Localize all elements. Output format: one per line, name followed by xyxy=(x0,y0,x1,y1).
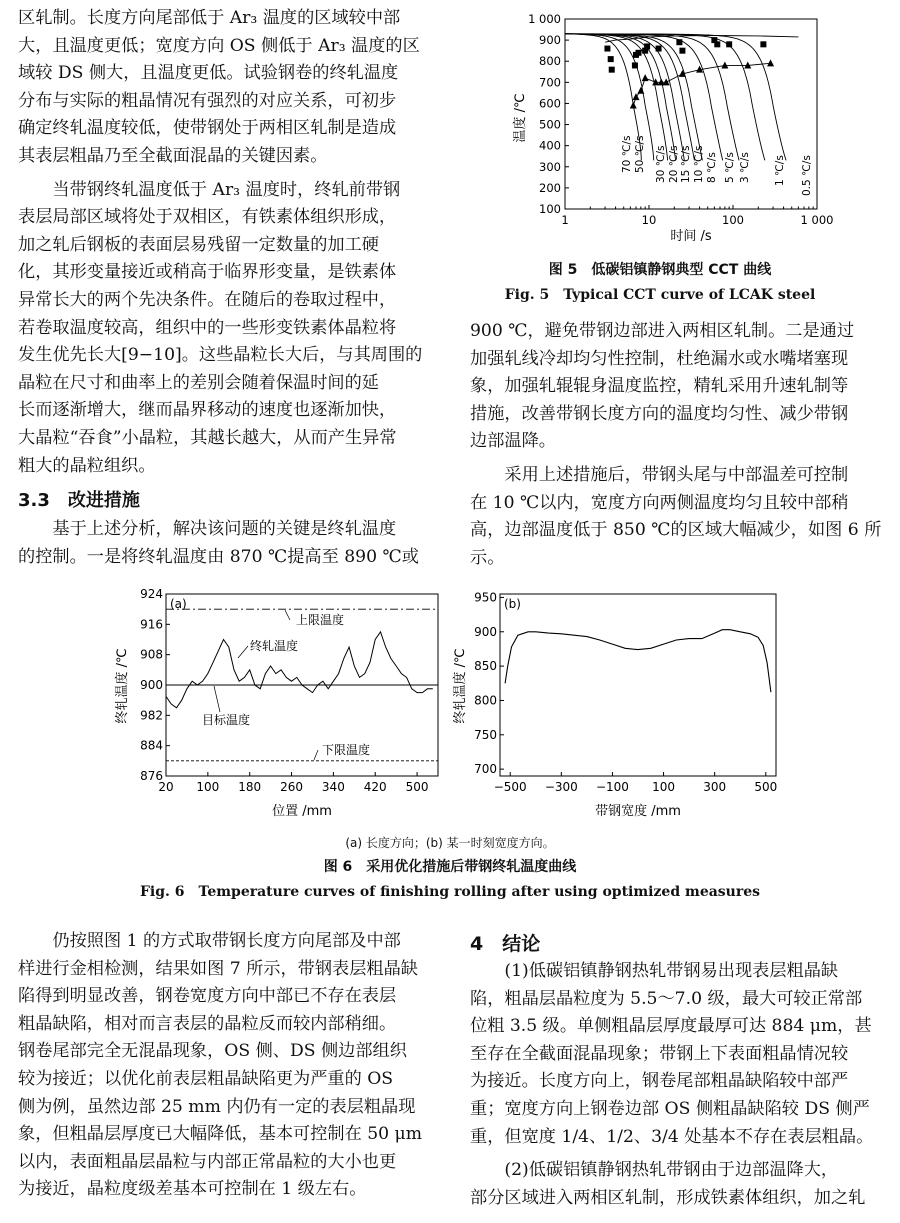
fig5-y-axis-label: 温度 /℃ xyxy=(513,93,528,143)
text-line: 晶粒在尺寸和曲率上的差别会随着保温时间的延 xyxy=(18,372,379,393)
text-line: 粗大的晶粒组织。 xyxy=(18,455,156,476)
section-heading-4: 4 结论 xyxy=(470,933,541,955)
text-line: 在 10 ℃以内，宽度方向两侧温度均匀且较中部稍 xyxy=(470,492,849,513)
fig6a-panel-label: (a) xyxy=(170,597,187,611)
text-line: 确定终轧温度较低，使带钢处于两相区轧制是造成 xyxy=(18,118,397,139)
fig5-series-label: 3 ℃/s xyxy=(739,152,751,183)
text-line: 侧为例，虽然边部 25 mm 内仍有一定的表层粗晶现 xyxy=(18,1096,416,1117)
fig5-x-tick-label: 100 xyxy=(722,213,744,227)
fig5-start-marker xyxy=(676,39,682,45)
text-line: 长而逐渐增大，继而晶界移动的速度也逐渐加快， xyxy=(18,400,397,421)
fig5-y-tick-label: 600 xyxy=(539,96,561,111)
fig5-y-tick-label: 200 xyxy=(539,180,561,195)
para-conclusion-1 xyxy=(470,958,884,1151)
fig5-x-axis-label: 时间 /s xyxy=(670,229,712,244)
fig6a-x-tick-label: 260 xyxy=(280,780,303,794)
text-line: 重；宽度方向上钢卷边部 OS 侧粗晶缺陷较 DS 侧严 xyxy=(470,1098,870,1119)
text-line: 域较 DS 侧大，且温度更低。试验钢卷的终轧温度 xyxy=(18,63,399,84)
para-right-1 xyxy=(470,318,884,456)
fig6a-x-tick-label: 340 xyxy=(321,780,345,794)
right-top-text xyxy=(470,318,884,572)
fig5-y-tick-label: 700 xyxy=(539,75,561,90)
para-conclusion-2 xyxy=(470,1157,884,1212)
text-line: (2)低碳铝镇静钢热轧带钢由于边部温降大， xyxy=(504,1160,839,1181)
fig6b-x-tick-label: 500 xyxy=(754,780,778,794)
fig6a-y-tick-label: 916 xyxy=(140,617,163,632)
fig6a-y-tick-label: 908 xyxy=(140,647,163,662)
text-line: 象，加强轧辊辊身温度监控，精轧采用升速轧制等 xyxy=(470,376,849,397)
text-line: 陷，粗晶层晶粒度为 5.5～7.0 级，最大可较正常部 xyxy=(470,988,863,1009)
fig6b-y-tick-label: 850 xyxy=(474,659,497,674)
right-bottom-text xyxy=(470,958,884,1212)
fig5-x-tick-label: 1 xyxy=(561,213,569,227)
fig6b-x-tick-label: 300 xyxy=(703,780,727,794)
fig5-series-label: 50 ℃/s xyxy=(634,135,646,173)
fig5-y-tick-label: 1 000 xyxy=(528,12,561,26)
fig6b-x-tick-label: −500 xyxy=(493,780,527,794)
text-line: 高，边部温度低于 850 ℃的区域大幅减少，如图 6 所 xyxy=(470,520,882,541)
fig6a-x-tick-label: 420 xyxy=(363,780,387,794)
fig6b-x-tick-label: −300 xyxy=(544,780,578,794)
text-line: 基于上述分析，解决该问题的关键是终轧温度 xyxy=(52,519,397,539)
fig5-series-label: 5 ℃/s xyxy=(724,152,736,183)
text-line: 加强轧线冷却均匀性控制，杜绝漏水或水嘴堵塞现 xyxy=(470,348,849,369)
text-line: 较为接近；以优化前表层粗晶缺陷更为严重的 OS xyxy=(18,1068,394,1089)
text-line: 为接近。长度方向上，钢卷尾部粗晶缺陷较中部严 xyxy=(470,1071,849,1092)
fig6b-width-temp-line xyxy=(505,630,771,693)
fig6b-panel-label: (b) xyxy=(504,597,521,611)
fig5-series-label: 70 ℃/s xyxy=(621,135,633,173)
fig5-chart xyxy=(480,8,840,248)
fig6a-y-tick-label: 884 xyxy=(140,738,163,753)
text-line: 部分区域进入两相区轧制，形成铁素体组织，加之轧 xyxy=(470,1187,866,1208)
fig6b-x-tick-label: 100 xyxy=(652,780,676,794)
fig5-start-marker xyxy=(679,48,685,54)
fig5-series-label: 30 ℃/s xyxy=(655,145,667,183)
fig5-start-marker xyxy=(608,56,614,62)
fig5-caption-en: Fig. 5 Typical CCT curve of LCAK steel xyxy=(504,287,816,303)
text-line: 示。 xyxy=(470,547,505,568)
text-line: 象，但粗晶层厚度已大幅降低，基本可控制在 50 μm xyxy=(18,1124,423,1145)
fig5-start-marker xyxy=(609,67,615,73)
fig6-caption-en: Fig. 6 Temperature curves of finishing rolling after using optimized measures xyxy=(139,884,761,900)
text-line: 钢卷尾部完全无混晶现象，OS 侧、DS 侧边部组织 xyxy=(18,1041,407,1062)
fig5-start-marker xyxy=(632,62,638,68)
fig6a-leader-lower xyxy=(314,750,318,760)
left-bottom-text xyxy=(18,928,434,1204)
fig6b-chart xyxy=(450,586,790,826)
fig5-start-marker xyxy=(644,43,650,49)
text-line: 位粗 3.5 级。单侧粗晶层厚度最厚可达 884 μm，甚 xyxy=(470,1016,872,1037)
text-line: 的控制。一是将终轧温度由 870 ℃提高至 890 ℃或 xyxy=(18,546,419,567)
text-line: 仍按照图 1 的方式取带钢长度方向尾部及中部 xyxy=(52,931,401,951)
text-line: 区轧制。长度方向尾部低于 Ar₃ 温度的区域较中部 xyxy=(18,8,401,28)
fig6a-final-temp-line xyxy=(166,632,433,708)
text-line: 发生优先长大[9−10]。这些晶粒长大后，与其周围的 xyxy=(18,345,423,366)
text-line: 样进行金相检测，结果如图 7 所示，带钢表层粗晶缺 xyxy=(18,958,418,979)
text-line: 加之轧后钢板的表面层易残留一定数量的加工硬 xyxy=(18,234,379,255)
text-line: 以内，表面粗晶层晶粒与内部正常晶粒的大小也更 xyxy=(18,1151,397,1172)
fig5-y-tick-label: 300 xyxy=(539,159,561,174)
fig5-start-marker xyxy=(656,46,662,52)
fig5-x-tick-label: 10 xyxy=(641,213,657,227)
text-line: 大，且温度更低；宽度方向 OS 侧低于 Ar₃ 温度的区 xyxy=(18,35,420,56)
fig5-cooling-curve xyxy=(565,34,668,161)
fig5-start-marker xyxy=(636,50,642,56)
text-line: 900 ℃，避免带钢边部进入两相区轧制。二是通过 xyxy=(470,321,855,341)
fig6a-y-axis-label: 终轧温度 /℃ xyxy=(115,648,130,724)
fig5-series-label: 0.5 ℃/s xyxy=(801,155,813,196)
text-line: 边部温降。 xyxy=(470,431,556,452)
fig5-series-label: 15 ℃/s xyxy=(680,145,692,183)
text-line: 重，但宽度 1/4、1/2、3/4 处基本不存在表层粗晶。 xyxy=(470,1126,874,1147)
fig5-y-tick-label: 800 xyxy=(539,54,561,69)
fig6a-leader-target xyxy=(214,686,220,712)
fig6a-label-lower: 下限温度 xyxy=(322,743,371,757)
fig6a-chart xyxy=(110,586,450,826)
fig6-caption-cn: 图 6 采用优化措施后带钢终轧温度曲线 xyxy=(323,859,577,875)
fig5-y-tick-label: 100 xyxy=(539,202,561,216)
section-heading-3-3: 3.3 改进措施 xyxy=(18,490,140,511)
fig5-series-label: 8 ℃/s xyxy=(706,152,718,183)
fig6b-y-tick-label: 950 xyxy=(474,590,497,605)
text-line: 陷得到明显改善，钢卷宽度方向中部已不存在表层 xyxy=(18,986,397,1007)
fig5-start-marker xyxy=(714,41,720,47)
para-right-2 xyxy=(470,462,884,572)
text-line: 粗晶缺陷，相对而言表层的晶粒反而较内部稍细。 xyxy=(18,1013,397,1034)
fig5-y-tick-label: 400 xyxy=(539,138,561,153)
fig6a-leader-final xyxy=(238,646,248,658)
fig6b-y-tick-label: 900 xyxy=(474,624,497,639)
fig6a-y-tick-label: 900 xyxy=(140,678,163,692)
text-line: (1)低碳铝镇静钢热轧带钢易出现表层粗晶缺 xyxy=(504,961,839,981)
fig6a-leader-upper xyxy=(285,610,290,620)
fig5-series-label: 10 ℃/s xyxy=(693,145,705,183)
fig6a-x-tick-label: 20 xyxy=(158,780,174,794)
text-line: 分布与实际的粗晶情况有强烈的对应关系，可初步 xyxy=(18,90,397,111)
fig6-subcaption: (a) 长度方向；(b) 某一时刻宽度方向。 xyxy=(345,836,555,850)
fig6b-y-tick-label: 700 xyxy=(474,762,497,777)
fig5-y-tick-label: 900 xyxy=(539,33,561,48)
fig6b-x-tick-label: −100 xyxy=(595,780,629,794)
para-left-3 xyxy=(18,516,434,571)
fig6a-label-target: 目标温度 xyxy=(202,713,251,727)
fig5-y-tick-label: 500 xyxy=(539,117,561,132)
text-line: 化，其形变量接近或稍高于临界形变量，是铁素体 xyxy=(18,262,397,283)
fig6a-x-tick-label: 180 xyxy=(238,780,262,794)
text-line: 至存在全截面混晶现象；带钢上下表面粗晶情况较 xyxy=(470,1043,849,1064)
fig5-series-label: 1 ℃/s xyxy=(774,155,786,186)
fig6a-y-tick-label: 982 xyxy=(140,708,163,723)
fig6a-y-tick-label: 876 xyxy=(140,769,163,783)
fig5-finish-marker xyxy=(721,61,728,68)
fig5-start-marker xyxy=(726,41,732,47)
fig6a-x-axis-label: 位置 /mm xyxy=(272,804,332,819)
fig5-x-tick-label: 1 000 xyxy=(800,213,834,227)
text-line: 采用上述措施后，带钢头尾与中部温差可控制 xyxy=(504,464,849,485)
text-line: 措施，改善带钢长度方向的温度均匀性、减少带钢 xyxy=(470,403,849,424)
fig6b-y-tick-label: 800 xyxy=(474,693,497,708)
fig5-finish-marker xyxy=(767,59,774,66)
fig5-start-marker xyxy=(760,41,766,47)
text-line: 异常长大的两个先决条件。在随后的卷取过程中， xyxy=(18,289,397,310)
para-left-1 xyxy=(18,5,434,171)
fig6a-y-tick-label: 924 xyxy=(140,587,163,601)
fig5-series-label: 20 ℃/s xyxy=(668,145,680,183)
fig5-start-line xyxy=(605,36,798,43)
text-line: 其表层粗晶乃至全截面混晶的关键因素。 xyxy=(18,145,328,166)
text-line: 大晶粒“吞食”小晶粒，其越长越大，从而产生异常 xyxy=(18,427,397,448)
fig6a-x-tick-label: 500 xyxy=(405,780,429,794)
fig6a-label-upper: 上限温度 xyxy=(296,613,345,627)
text-line: 若卷取温度较高，组织中的一些形变铁素体晶粒将 xyxy=(18,317,397,338)
fig6b-y-axis-label: 终轧温度 /℃ xyxy=(453,648,468,724)
text-line: 当带钢终轧温度低于 Ar₃ 温度时，终轧前带钢 xyxy=(52,179,401,200)
text-line: 表层局部区域将处于双相区，有铁素体组织形成， xyxy=(18,207,397,228)
fig6b-y-tick-label: 750 xyxy=(474,727,497,742)
text-line: 为接近，晶粒度级差基本可控制在 1 级左右。 xyxy=(18,1179,367,1200)
fig5-start-marker xyxy=(604,46,610,52)
fig5-caption-cn: 图 5 低碳铝镇静钢典型 CCT 曲线 xyxy=(548,262,772,278)
fig6a-x-tick-label: 100 xyxy=(196,780,220,794)
para-left-2 xyxy=(18,177,434,481)
fig6a-label-final: 终轧温度 xyxy=(250,639,299,653)
left-top-text xyxy=(18,5,434,480)
fig6b-x-axis-label: 带钢宽度 /mm xyxy=(595,804,681,819)
